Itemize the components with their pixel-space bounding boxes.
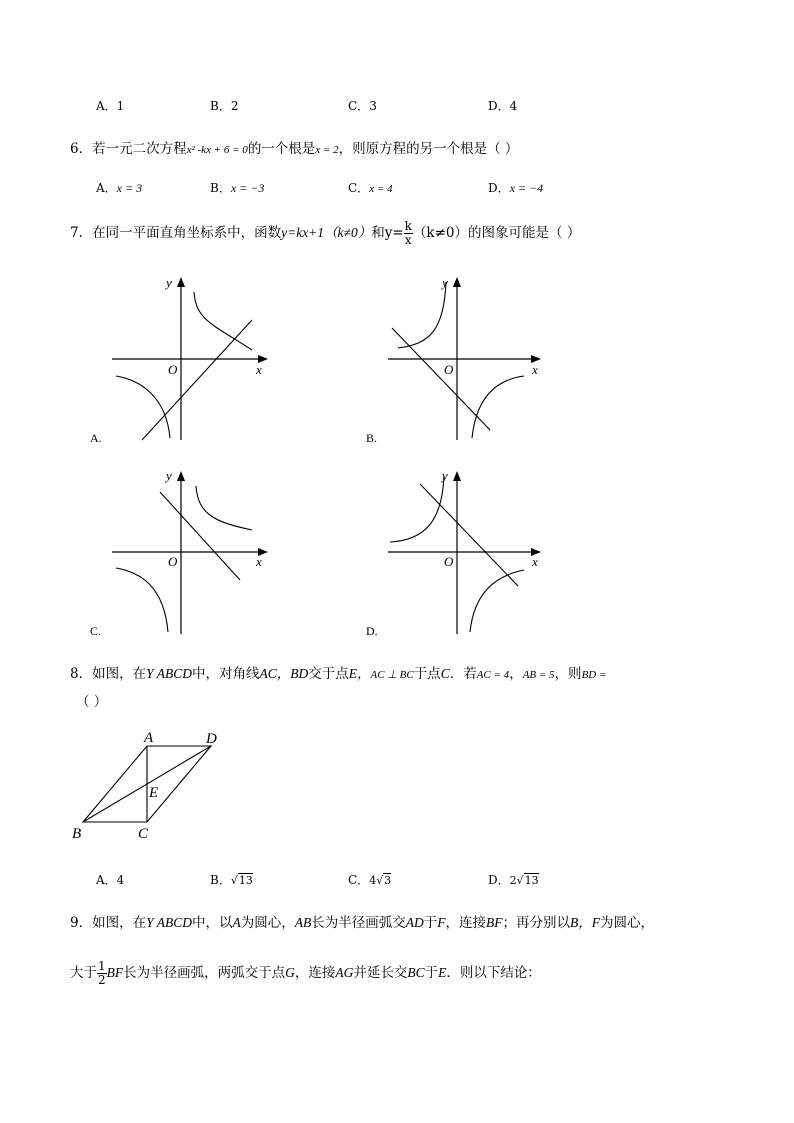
graph-a: [80, 268, 290, 448]
graph-d-origin-label: O: [444, 554, 454, 569]
graph-d-x-label: x: [532, 554, 538, 569]
q6-option-c: C．x = 4: [348, 181, 393, 195]
q8-option-b: B．√13: [210, 873, 253, 887]
q9-stem-line1: 9．如图，在Y ABCD中，以A为圆心，AB长为半径画弧交AD于F，连接BF；再分别以B，F为圆心，: [70, 915, 654, 931]
graph-b-hyperbola-lower: [472, 376, 524, 438]
q8-parallelogram-figure: [66, 726, 236, 846]
graph-c-origin-label: O: [168, 554, 178, 569]
graph-b-line: [392, 328, 490, 430]
q9-stem-line2: 大于 $\frac{1}{2}$ BF长为半径画弧，两弧交于点G，连接AG并延长交BC于E．则以下结论：: [70, 959, 541, 987]
q5-option-c: C．3: [348, 99, 377, 113]
q5-option-b: B．2: [210, 99, 239, 113]
graph-d-label: D.: [366, 624, 378, 638]
graph-a-y-label: y: [166, 275, 172, 290]
graph-d-y-label: y: [442, 468, 448, 483]
point-d-label: D: [206, 731, 217, 747]
q8-option-d: D．2√13: [488, 873, 539, 887]
graph-a-label: A.: [90, 431, 102, 445]
graph-b-x-label: x: [532, 362, 538, 377]
q5-option-d: D．4: [488, 99, 518, 113]
graph-d: [358, 462, 568, 640]
q7-stem: 7．在同一平面直角坐标系中，函数y=kx+1（k≠0）和y= $\frac{k}{x}$ （k≠0）的图象可能是（ ）: [70, 219, 581, 247]
graph-a-line: [142, 320, 252, 440]
q8-stem: 8．如图，在Y ABCD中，对角线AC，BD交于点E，AC ⊥ BC于点C．若AC = 4，AB = 5，则BD =: [70, 666, 607, 682]
graph-a-hyperbola-lower: [116, 376, 170, 438]
graph-c-x-label: x: [256, 554, 262, 569]
q6-option-a: A．x = 3: [96, 181, 143, 195]
graph-d-hyperbola-upper: [390, 476, 444, 542]
q8-answer-paren: （ ）: [76, 694, 108, 710]
graph-a-hyperbola-upper: [194, 292, 252, 350]
graph-c: [80, 462, 290, 640]
graph-c-y-label: y: [166, 468, 172, 483]
graph-b-y-label: y: [442, 275, 448, 290]
q8-option-a: A．4: [96, 873, 125, 887]
graph-c-label: C.: [90, 624, 102, 638]
point-a-label: A: [144, 730, 154, 746]
q6-option-d: D．x = −4: [488, 181, 544, 195]
graph-b-origin-label: O: [444, 362, 454, 377]
graph-b: [358, 268, 568, 448]
q9-half-fraction: $\frac{1}{2}$: [98, 959, 106, 987]
graph-a-x-label: x: [256, 362, 262, 377]
q8-option-c: C．4√3: [348, 873, 392, 887]
q6-option-b: B．x = −3: [210, 181, 265, 195]
graph-c-hyperbola-upper: [196, 486, 252, 530]
point-e-label: E: [149, 785, 159, 801]
graph-b-label: B.: [366, 431, 378, 445]
graph-a-origin-label: O: [168, 362, 178, 377]
q6-stem: 6．若一元二次方程x² -kx + 6 = 0的一个根是x = 2，则原方程的另一个根是（ ）: [70, 141, 519, 157]
graph-d-hyperbola-lower: [470, 570, 524, 632]
q5-option-a: A．1: [96, 99, 125, 113]
q7-fraction: $\frac{k}{x}$: [404, 219, 412, 247]
graph-c-hyperbola-lower: [116, 568, 168, 632]
point-c-label: C: [138, 826, 149, 842]
graph-b-hyperbola-upper: [398, 282, 446, 348]
graph-d-line: [420, 484, 518, 586]
point-b-label: B: [72, 826, 82, 842]
